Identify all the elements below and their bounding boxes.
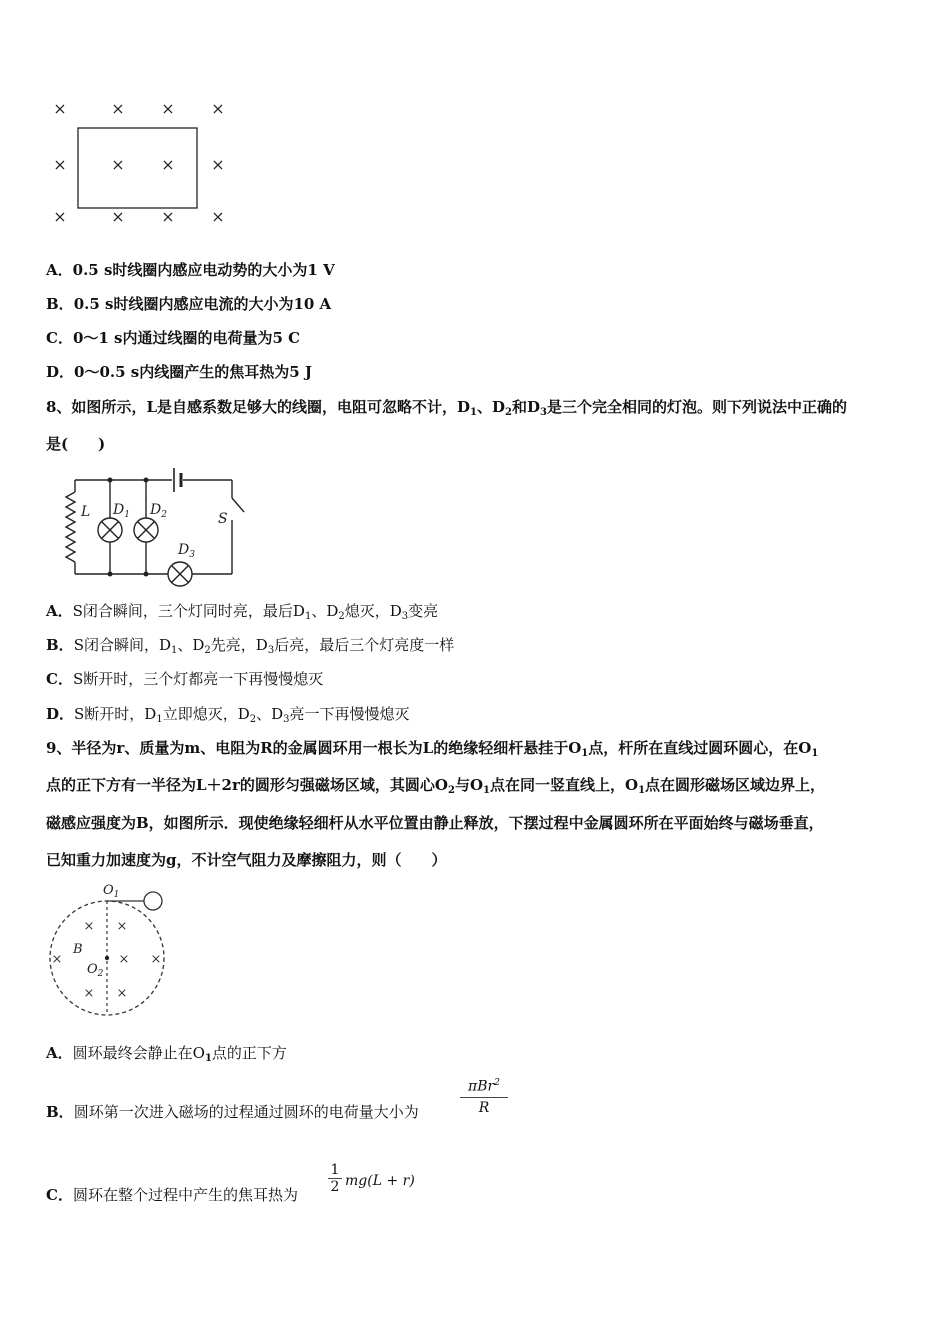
- field-cross: ×: [161, 155, 175, 174]
- field-cross: ×: [53, 207, 67, 226]
- field-cross: ×: [83, 986, 95, 1001]
- lamp-d1-label: $D_1$: [113, 502, 130, 520]
- lamp-d2-label: $D_2$: [150, 502, 167, 520]
- field-cross: ×: [53, 155, 67, 174]
- q9-option-b-formula: πBr$^2$ R: [460, 1078, 508, 1116]
- field-cross: ×: [161, 99, 175, 118]
- q8-option-a: A．S闭合瞬间，三个灯同时亮，最后$D_1$、$D_2$熄灭，$D_3$变亮: [46, 602, 439, 622]
- q9-option-c-formula: $\frac{1}{2}$: [328, 1162, 342, 1195]
- field-cross: ×: [211, 99, 225, 118]
- field-cross: ×: [150, 952, 162, 967]
- o1-label: $O_1$: [103, 883, 120, 900]
- q7-option-b: B．0.5 s时线圈内感应电流的大小为10 A: [46, 295, 332, 313]
- q9-option-c-formula-tail: mg(L + r): [345, 1173, 415, 1189]
- q8-circuit-figure: [0, 460, 300, 590]
- q8-option-d: D．S断开时，$D_1$立即熄灭，$D_2$、$D_3$亮一下再慢慢熄灭: [46, 705, 410, 725]
- field-coil-figure: [0, 0, 950, 240]
- q9-option-a: A．圆环最终会静止在$O_1$点的正下方: [46, 1044, 287, 1064]
- field-cross: ×: [83, 919, 95, 934]
- q7-option-c: C．0～1 s内通过线圈的电荷量为5 C: [46, 329, 301, 347]
- field-cross: ×: [116, 919, 128, 934]
- q9-option-b: B．圆环第一次进入磁场的过程通过圆环的电荷量大小为: [46, 1103, 419, 1121]
- field-b-label: B: [73, 942, 83, 957]
- q9-stem-line4: 已知重力加速度为g，不计空气阻力及摩擦阻力，则（ ）: [46, 851, 447, 869]
- o2-label: $O_2$: [87, 962, 104, 979]
- field-cross: ×: [111, 207, 125, 226]
- field-cross: ×: [211, 207, 225, 226]
- field-cross: ×: [211, 155, 225, 174]
- field-cross: ×: [51, 952, 63, 967]
- field-cross: ×: [53, 99, 67, 118]
- q8-option-c: C．S断开时，三个灯都亮一下再慢慢熄灭: [46, 670, 324, 688]
- q9-stem-line3: 磁感应强度为B，如图所示．现使绝缘轻细杆从水平位置由静止释放，下摆过程中金属圆环所在平面始终与磁场垂直，: [46, 814, 824, 832]
- q9-ring-figure: [0, 875, 200, 1025]
- q8-option-b: B．S闭合瞬间，$D_1$、$D_2$先亮，$D_3$后亮，最后三个灯亮度一样: [46, 636, 455, 656]
- q9-stem-line1: 9、半径为r、质量为m、电阻为R的金属圆环用一根长为L的绝缘轻细杆悬挂于$O_1$点，杆所在直线过圆环圆心，在$O_1$: [46, 739, 819, 759]
- lamp-d3-label: $D_3$: [178, 542, 195, 560]
- q7-option-d: D．0～0.5 s内线圈产生的焦耳热为5 J: [46, 363, 312, 381]
- switch-label: S: [218, 511, 228, 527]
- inductor-label: L: [81, 504, 91, 520]
- q8-stem-line2: 是( ): [46, 435, 106, 453]
- field-cross: ×: [111, 155, 125, 174]
- field-cross: ×: [161, 207, 175, 226]
- field-cross: ×: [118, 952, 130, 967]
- q7-option-a: A．0.5 s时线圈内感应电动势的大小为1 V: [46, 261, 335, 279]
- field-cross: ×: [111, 99, 125, 118]
- q9-option-c: C．圆环在整个过程中产生的焦耳热为: [46, 1186, 298, 1204]
- q8-stem-line1: 8、如图所示，L是自感系数足够大的线圈，电阻可忽略不计，$D_1$、$D_2$和$D_3$是三个完全相同的灯泡。则下列说法中正确的: [46, 398, 847, 418]
- field-cross: ×: [116, 986, 128, 1001]
- coil-rectangle: [78, 128, 197, 208]
- q9-stem-line2: 点的正下方有一半径为L＋2r的圆形匀强磁场区域，其圆心$O_2$与$O_1$点在同一竖直线上，$O_1$点在圆形磁场区域边界上，: [46, 776, 826, 796]
